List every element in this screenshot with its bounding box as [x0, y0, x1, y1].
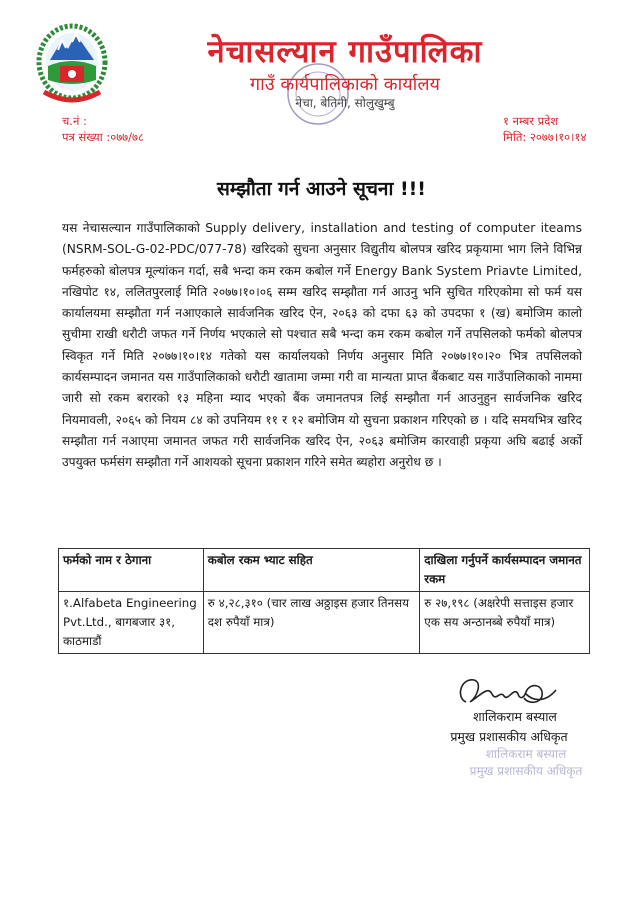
- bid-amount-cell: रु ४,२८,३१० (चार लाख अठ्ठाइस हजार तिनसय दश रुपैयाँ मात्र): [203, 592, 420, 654]
- bid-table: [58, 548, 590, 654]
- province-label: १ नम्बर प्रदेश: [503, 114, 559, 128]
- table-row: [59, 592, 590, 654]
- handwritten-signature: [452, 672, 562, 712]
- column-header: फर्मको नाम र ठेगाना: [59, 549, 204, 592]
- notice-body: यस नेचासल्यान गाउँपालिकाको Supply delivery, installation and testing of computer iteams (NSRM-SOL-G-02-PDC/077-78) खरिदको सुचना अनुसार विद्युतीय बोलपत्र खरिद प्रकृयामा भाग लिने विभिन्न फर्महरुको बोलपत्र मूल्यांकन गर्दा, सबै भन्दा कम रकम कबोल गर्ने Energy Bank System Priavte Limited, नखिपोट १४, ललितपुरलाई मिति २०७७।१०।०६ सम्म खरिद सम्झौता गर्न आउनु भनि सुचित गरिएकोमा सो फर्म यस कार्यालयमा सम्झौता गर्न नआएकाले सार्वजनिक खरिद ऐन, २०६३ को दफा ६३ को उपदफा १ (ख) बमोजिम कालो सुचीमा राखी धरौटी जफत गर्ने निर्णय भएकाले सो पश्चात सबै भन्दा कम रकम कबोल गर्ने तपसिलको फर्मको बोलपत्र स्विकृत गर्ने मिति २०७७।१०।१४ गतेको यस कार्यालयको निर्णय अनुसार मिति २०७७।१०।२० भित्र तपसिलको कार्यसम्पादन जमानत यस गाउँपालिकाको धरौटी खातामा जम्मा गरी वा मान्यता प्राप्त बैंकबाट यस गाउँपालिकाको नाममा जारी सो रकम बरारको १३ महिना म्याद भएको बैंक जमानतपत्र लिई सम्झौता गर्न आउनुहुन सार्वजनिक खरिद नियमावली, २०६५ को नियम ८४ को उपनियम ११ र १२ बमोजिम यो सुचना प्रकाशन गरिएको छ । यदि समयभित्र खरिद सम्झौता गर्न नआएमा जमानत जफत गरी सार्वजनिक खरिद ऐन, २०६३ बमोजिम कारवाही प्रकृया अघि बढाई अर्को उपयुक्त फर्मसंग सम्झौता गर्ने आशयको सूचना प्रकाशन गरिने समेत ब्यहोरा अनुरोध छ ।: [62, 221, 582, 470]
- column-header: कबोल रकम भ्याट सहित: [203, 549, 420, 592]
- government-emblem-icon: [36, 22, 108, 108]
- org-name: नेचासल्यान गाउँपालिका: [207, 34, 483, 70]
- guarantee-cell: रु २७,१९८ (अक्षरेपी सत्ताइस हजार एक सय अन्ठानब्बे रुपैयाँ मात्र): [420, 592, 590, 654]
- office-name: गाउँ कार्यपालिकाको कार्यालय: [250, 74, 440, 95]
- column-header: दाखिला गर्नुपर्ने कार्यसम्पादन जमानत रकम: [420, 549, 590, 592]
- ch-no-label: च.नं :: [62, 114, 87, 128]
- office-address: नेचा, बेतिनी, सोलुखुम्बु: [295, 96, 395, 110]
- letter-number: पत्र संख्या :०७७/७८: [62, 130, 144, 144]
- signer-name: शालिकराम बस्याल: [473, 709, 557, 724]
- signature-seal: [456, 746, 596, 780]
- seal-name: शालिकराम बस्याल: [485, 747, 567, 761]
- firm-cell: १.Alfabeta Engineering Pvt.Ltd., बागबजार ३१, काठमाडौं: [59, 592, 204, 654]
- letter-date: मिति: २०७७।१०।१४: [503, 130, 587, 144]
- seal-title: प्रमुख प्रशासकीय अधिकृत: [469, 764, 583, 778]
- table-header-row: [59, 549, 590, 592]
- signer-title: प्रमुख प्रशासकीय अधिकृत: [450, 729, 568, 744]
- notice-subject: सम्झौता गर्न आउने सूचना !!!: [217, 178, 426, 200]
